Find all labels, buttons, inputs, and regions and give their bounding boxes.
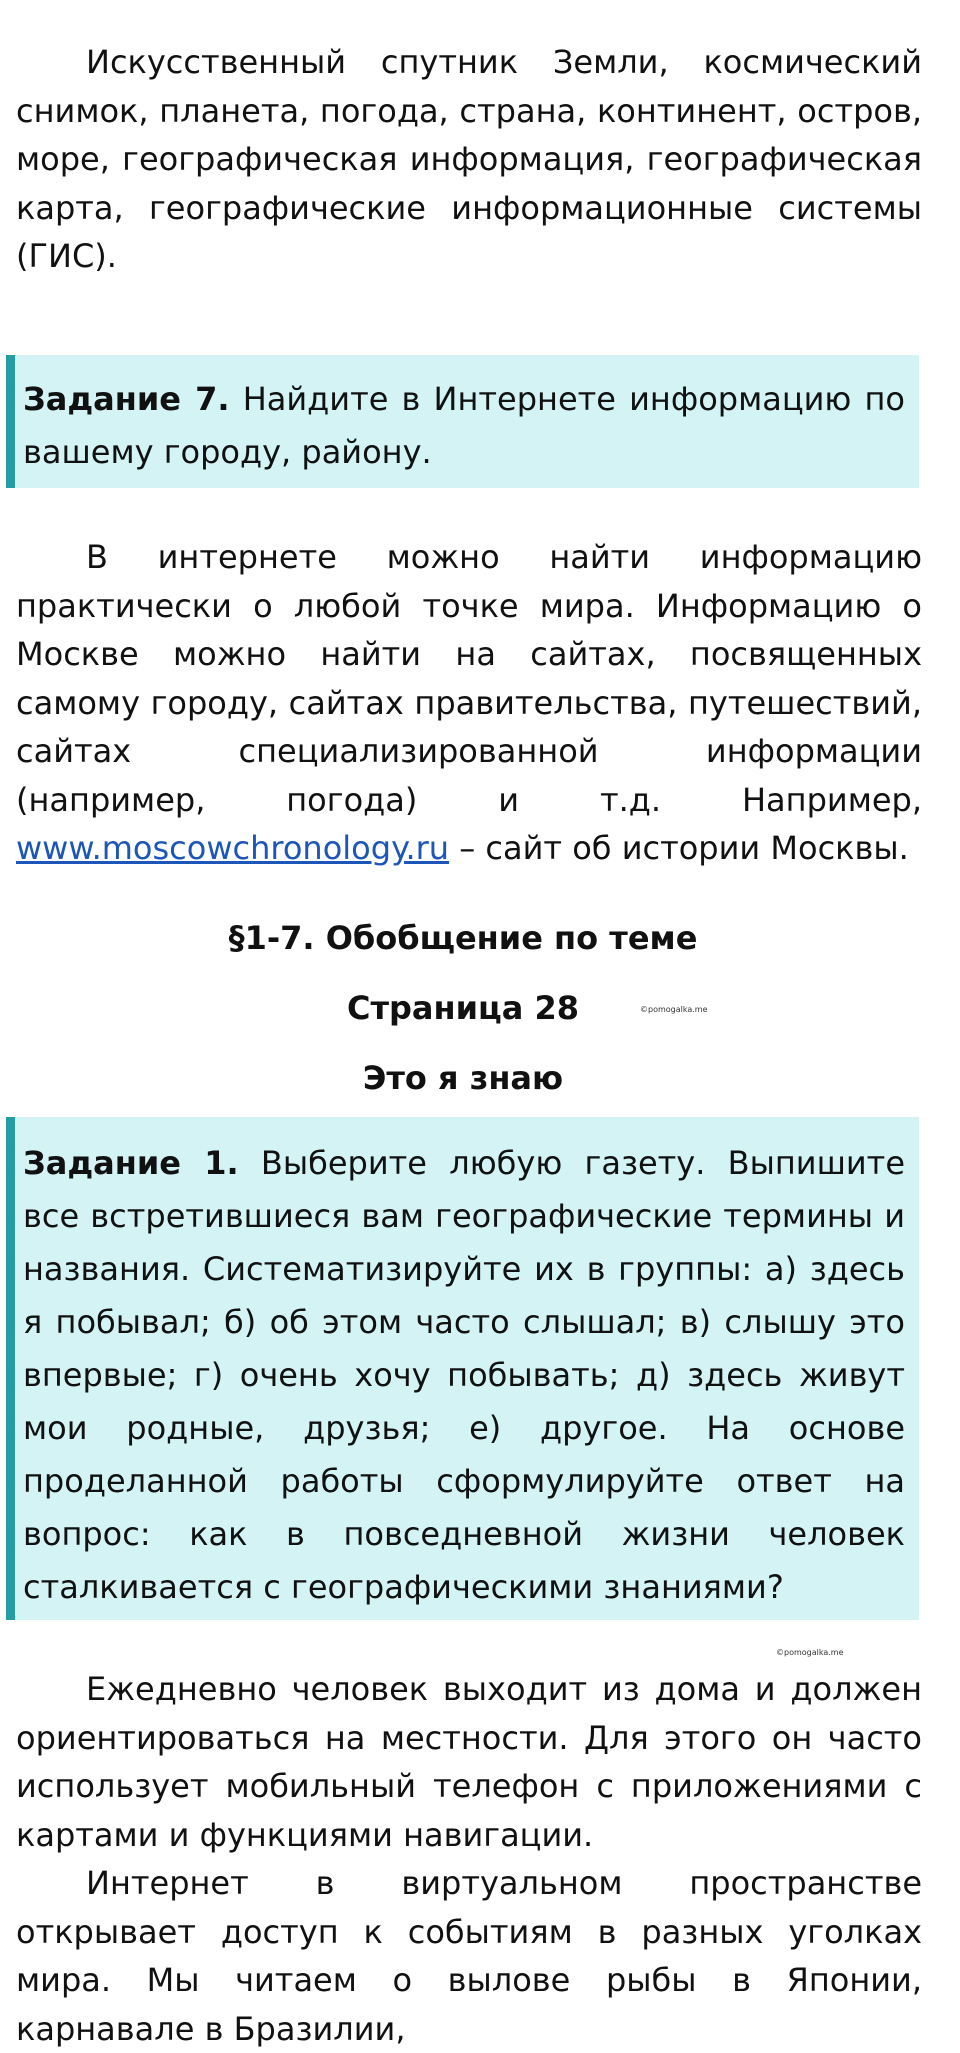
section-heading: §1-7. Обобщение по теме [228,919,698,957]
task-1-box [6,1117,919,1620]
task-7-box [6,355,919,488]
task-7-text [23,373,905,479]
moscowchronology-link[interactable]: www.moscowchronology.ru [16,829,450,867]
task-7-answer-tail: – сайт об истории Москвы. [449,829,909,867]
task-7-answer [16,533,922,873]
page-heading: Страница 28 [346,989,580,1027]
task-7-body: Найдите в Интернете информацию по вашему городу, району. [23,380,906,471]
intro-paragraph: Искусственный спутник Земли, космический снимок, планета, погода, страна, континент, остров, море, географическая информация, географическая карта, географические информационные системы (ГИС). [16,43,922,275]
task-7-answer-text: В интернете можно найти информацию практически о любой точке мира. Информацию о Москве можно найти на сайтах, посвященных самому городу, сайтах правительства, путешествий, сайтах специализированной информации (например, погода) и т.д. Например, [16,538,922,819]
task-1-label: Задание 1. [23,1144,239,1182]
task-1-text [23,1137,905,1614]
answer-paragraph-1: Ежедневно человек выходит из дома и должен ориентироваться на местности. Для этого он часто использует мобильный телефон с приложениями с картами и функциями навигации. [16,1670,922,1854]
task-1-body: Выберите любую газету. Выпишите все встретившиеся вам географические термины и названия. Систематизируйте их в группы: а) здесь я побывал; б) об этом часто слышал; в) слышу это впервые; г) очень хочу побывать; д) здесь живут мои родные, друзья; е) другое. На основе проделанной работы сформулируйте ответ на вопрос: как в повседневной жизни человек сталкивается с географическими знаниями? [23,1144,906,1606]
watermark-1: ©pomogalka.me [640,1005,708,1014]
subheading: Это я знаю [362,1059,564,1097]
watermark-2: ©pomogalka.me [776,1648,844,1657]
answer-paragraph-2: Интернет в виртуальном пространстве открывает доступ к событиям в разных уголках мира. Мы читаем о вылове рыбы в Японии, карнавале в Бразилии, [16,1864,922,2048]
task-7-label: Задание 7. [23,380,230,418]
